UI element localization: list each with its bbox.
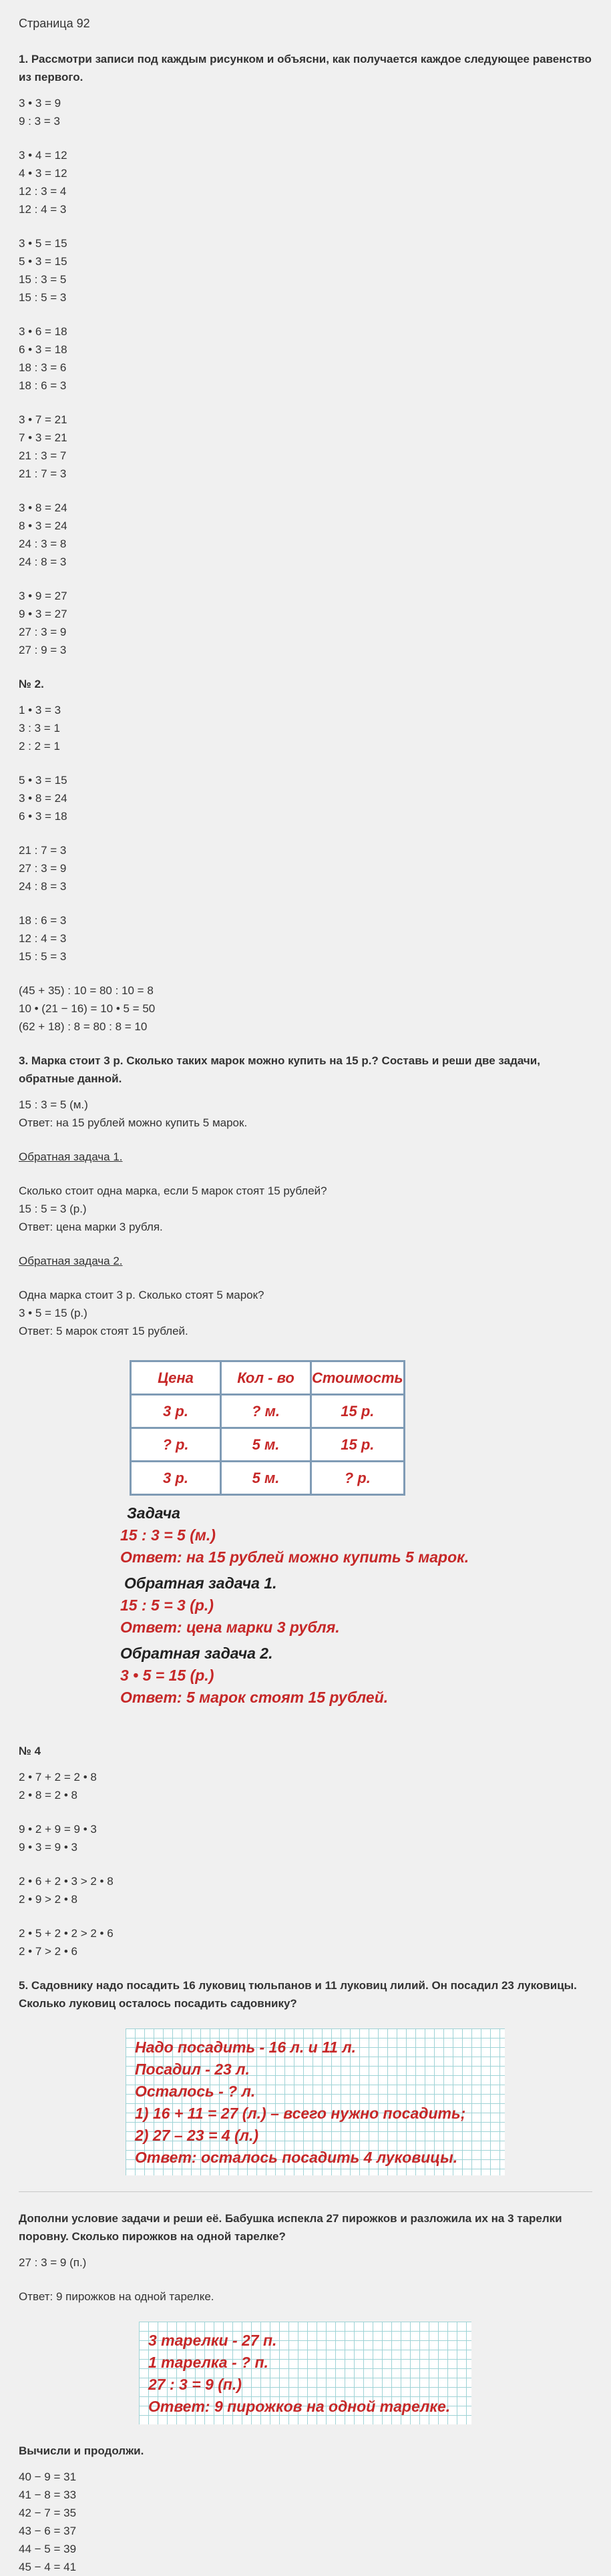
hand-task-label: Обратная задача 1. [124,1574,277,1592]
answer-line: Ответ: на 15 рублей можно купить 5 марок. [19,1116,248,1129]
section-divider [19,2191,592,2192]
equation-line: 4 • 3 = 12 [19,167,67,180]
equation-line: 18 : 6 = 3 [19,914,67,927]
task5-heading: 5. Садовнику надо посадить 16 луковиц тюльпанов и 11 луковиц лилий. Он посадил 23 луковицы. Сколько луковиц осталось посадить садовнику? [19,1979,577,2010]
hand-line: 15 : 5 = 3 (р.) [120,1596,214,1614]
equation-group [19,587,592,659]
task6-answer: Ответ: 9 пирожков на одной тарелке. [19,2290,214,2303]
equation-line: (45 + 35) : 10 = 80 : 10 = 8 [19,984,154,997]
task6-solution: 27 : 3 = 9 (п.) [19,2256,87,2269]
hand-line: 2) 27 – 23 = 4 (л.) [135,2127,258,2144]
equation-line: 3 • 4 = 12 [19,149,67,162]
equation-line: 9 • 3 = 9 • 3 [19,1841,77,1854]
equation-line: 2 • 5 + 2 • 2 > 2 • 6 [19,1927,114,1940]
task2-heading: № 2. [19,678,44,690]
table-cell: ? р. [131,1428,221,1462]
equation-group [19,701,592,755]
equation-line: 12 : 4 = 3 [19,203,67,216]
equation-line: 24 : 3 = 8 [19,538,67,550]
equation-group [19,323,592,395]
equation-line: 3 • 6 = 18 [19,325,67,338]
equation-group [19,499,592,571]
equation-group [19,1924,592,1960]
table-cell: ? м. [221,1395,311,1428]
equation-line: 18 : 6 = 3 [19,379,67,392]
equation-line: 21 : 7 = 3 [19,467,67,480]
inverse1-answer: Ответ: цена марки 3 рубля. [19,1221,163,1233]
hand-task-label: Задача [127,1504,180,1522]
solution-line: 15 : 3 = 5 (м.) [19,1098,88,1111]
hand-line: 1) 16 + 11 = 27 (л.) – всего нужно посадить; [135,2105,466,2122]
equation-line: 42 − 7 = 35 [19,2507,77,2519]
equation-line: 40 − 9 = 31 [19,2471,77,2483]
equation-line: 27 : 3 = 9 [19,626,67,638]
hand-line: Ответ: на 15 рублей можно купить 5 марок. [120,1548,469,1566]
inverse2-block [19,1286,592,1340]
equation-line: 3 • 5 = 15 [19,237,67,250]
equation-line: 12 : 4 = 3 [19,932,67,945]
hand-line: Ответ: цена марки 3 рубля. [120,1619,340,1636]
inverse2-solution: 3 • 5 = 15 (р.) [19,1307,87,1319]
equation-line: 15 : 5 = 3 [19,950,67,963]
hand-line: Осталось - ? л. [135,2083,256,2100]
equation-line: 7 • 3 = 21 [19,431,67,444]
equation-line: 9 : 3 = 3 [19,115,60,128]
task6-text [19,2253,592,2306]
equation-line: 15 : 3 = 5 [19,273,67,286]
equation-group [19,771,592,825]
task6-handwritten [139,2322,471,2424]
task3-table [130,1360,405,1496]
equation-line: 21 : 7 = 3 [19,844,67,857]
table-cell: 5 м. [221,1462,311,1495]
table-row [131,1395,405,1428]
task3-solution [19,1096,592,1132]
equation-line: 6 • 3 = 18 [19,343,67,356]
page-title: Страница 92 [19,17,90,30]
inverse2-title: Обратная задача 2. [19,1255,123,1267]
equation-line: 18 : 3 = 6 [19,361,67,374]
table-cell: 15 р. [311,1428,405,1462]
inverse1-solution: 15 : 5 = 3 (р.) [19,1203,87,1215]
equation-group [19,234,592,306]
task7-equations [19,2468,592,2576]
task7-heading: Вычисли и продолжи. [19,2444,144,2457]
task3-handwritten [19,1502,592,1709]
equation-line: 3 : 3 = 1 [19,722,60,734]
equation-line: 44 − 5 = 39 [19,2543,77,2555]
task6-heading: Дополни условие задачи и реши её. Бабушка испекла 27 пирожков и разложила их на 3 тарелки поровну. Сколько пирожков на одной тарелке? [19,2212,562,2243]
table-row [131,1428,405,1462]
equation-line: 12 : 3 = 4 [19,185,67,198]
equation-line: 3 • 9 = 27 [19,590,67,602]
equation-line: 2 • 6 + 2 • 3 > 2 • 8 [19,1875,114,1888]
task3-text [19,1096,592,1340]
inverse1-title: Обратная задача 1. [19,1150,123,1163]
equation-line: 3 • 3 = 9 [19,97,61,110]
hand-line: 3 • 5 = 15 (р.) [120,1667,214,1684]
equation-line: 8 • 3 = 24 [19,519,67,532]
equation-group [19,1820,592,1856]
equation-line: 43 − 6 = 37 [19,2525,77,2537]
table-header-cell: Цена [131,1361,221,1395]
equation-group [19,982,592,1036]
equation-group [19,841,592,895]
table-cell: 5 м. [221,1428,311,1462]
inverse2-answer: Ответ: 5 марок стоят 15 рублей. [19,1325,188,1337]
equation-line: (62 + 18) : 8 = 80 : 8 = 10 [19,1020,148,1033]
table-header-cell: Стоимость [311,1361,405,1395]
equation-line: 2 • 8 = 2 • 8 [19,1789,77,1801]
task5-handwritten [126,2028,505,2175]
inverse1-title-block [19,1148,592,1166]
task1-equations [19,94,592,659]
equation-line: 15 : 5 = 3 [19,291,67,304]
hand-line: Ответ: 9 пирожков на одной тарелке. [148,2398,451,2415]
equation-line: 27 : 3 = 9 [19,862,67,875]
table-header-cell: Кол - во [221,1361,311,1395]
inverse1-question: Сколько стоит одна марка, если 5 марок стоят 15 рублей? [19,1185,327,1197]
equation-group [19,911,592,965]
task3-heading: 3. Марка стоит 3 р. Сколько таких марок можно купить на 15 р.? Составь и реши две задачи, обратные данной. [19,1054,540,1085]
table-row [131,1462,405,1495]
hand-line: Посадил - 23 л. [135,2061,250,2078]
hand-line: 1 тарелка - ? п. [148,2354,268,2371]
table-header-row [131,1361,405,1395]
equation-line: 41 − 8 = 33 [19,2489,77,2501]
equation-line: 6 • 3 = 18 [19,810,67,823]
task1-heading: 1. Рассмотри записи под каждым рисунком и объясни, как получается каждое следующее равенство из первого. [19,53,592,83]
equation-line: 24 : 8 = 3 [19,880,67,893]
equation-line: 21 : 3 = 7 [19,449,67,462]
equation-group [19,146,592,218]
hand-line: Ответ: 5 марок стоят 15 рублей. [120,1689,389,1706]
equation-group [19,1872,592,1908]
inverse2-question: Одна марка стоит 3 р. Сколько стоят 5 марок? [19,1289,264,1301]
task4-heading: № 4 [19,1745,41,1757]
equation-line: 2 : 2 = 1 [19,740,60,753]
hand-line: 27 : 3 = 9 (п.) [148,2376,242,2393]
equation-line: 5 • 3 = 15 [19,255,67,268]
hand-line: 3 тарелки - 27 п. [148,2332,277,2349]
equation-group [19,411,592,483]
equation-line: 2 • 7 + 2 = 2 • 8 [19,1771,97,1783]
inverse1-block [19,1182,592,1236]
hand-line: Надо посадить - 16 л. и 11 л. [135,2038,357,2056]
equation-line: 10 • (21 − 16) = 10 • 5 = 50 [19,1002,156,1015]
equation-line: 3 • 7 = 21 [19,413,67,426]
table-cell: 15 р. [311,1395,405,1428]
hand-task-label: Обратная задача 2. [120,1645,273,1662]
equation-group [19,1768,592,1804]
equation-line: 9 • 3 = 27 [19,608,67,620]
table-cell: 3 р. [131,1462,221,1495]
equation-line: 24 : 8 = 3 [19,556,67,568]
equation-line: 3 • 8 = 24 [19,792,67,805]
equation-line: 3 • 8 = 24 [19,501,67,514]
task4-equations [19,1768,592,1960]
equation-line: 1 • 3 = 3 [19,704,61,716]
inverse2-title-block [19,1252,592,1270]
hand-line: Ответ: осталось посадить 4 луковицы. [135,2149,458,2166]
equation-line: 45 − 4 = 41 [19,2561,77,2573]
equation-line: 9 • 2 + 9 = 9 • 3 [19,1823,97,1836]
table-cell: 3 р. [131,1395,221,1428]
equation-line: 2 • 9 > 2 • 8 [19,1893,77,1906]
equation-line: 27 : 9 = 3 [19,644,67,656]
equation-line: 2 • 7 > 2 • 6 [19,1945,77,1958]
table-cell: ? р. [311,1462,405,1495]
hand-line: 15 : 3 = 5 (м.) [120,1526,216,1544]
equation-line: 5 • 3 = 15 [19,774,67,787]
task2-equations [19,701,592,1036]
equation-group [19,94,592,130]
